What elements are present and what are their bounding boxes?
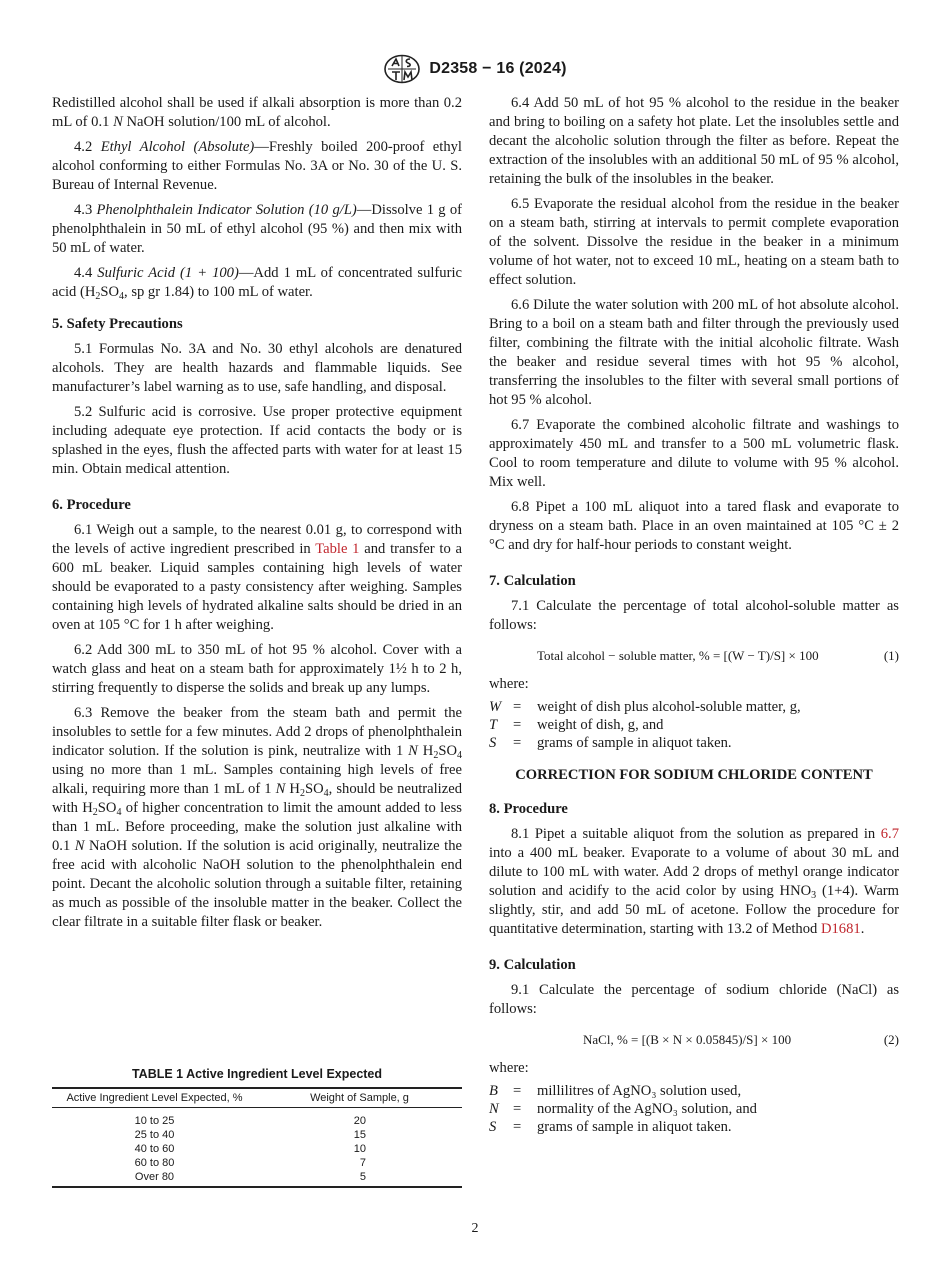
paragraph-6-6: 6.6 Dilute the water solution with 200 mL of hot absolute alcohol. Bring to a boil on a steam bath and filter through the previously used filter, combining the filtrate with the initial alcoholic filtrate. Wash the beaker and residue several times with hot 95 % alcohol, transferring the insolubles to the filter with several small portions of hot 95 % alcohol. [489, 297, 899, 408]
section-heading-7: 7. Calculation [489, 573, 576, 589]
where-label-2: where: [489, 1060, 529, 1076]
section-heading-9: 9. Calculation [489, 957, 576, 973]
paragraph-6-7: 6.7 Evaporate the combined alcoholic filtrate and washings to approximately 450 mL and transfer to a 500 mL volumetric flask. Cool to room temperature and dilute to volume with 95 % alcohol. Mix well. [489, 417, 899, 490]
variable-definition: S = grams of sample in aliquot taken. [489, 735, 732, 751]
variable-definition: S = grams of sample in aliquot taken. [489, 1119, 732, 1135]
variable-definition: N = normality of the AgNO₃ solution, and [489, 1101, 757, 1117]
d1681-link[interactable]: D1681 [820, 921, 861, 937]
equation-2 [489, 1025, 899, 1053]
variable-list-2 [489, 1082, 899, 1136]
table-row: 60 to 80 7 [134, 1157, 366, 1169]
right-column [489, 94, 899, 1142]
table-row: Over 80 5 [134, 1171, 366, 1183]
paragraph-6-3: 6.3 Remove the beaker from the steam bath and permit the insolubles to settle for a few minutes. Add 2 drops of phenolphthalein indicator solution. If the solution is pink, neutralize with 1 N $H_2SO_4$ using no more than 1 mL. Samples containing high levels of free alkali, requiring more than 1 mL of 1 N $H_2SO_4$, should be neutralized with $H_2SO_4$ of higher concentration to limit the amount added to less than 1 mL. Before proceeding, make the solution just alkaline with 0.1 N NaOH solution. If the solution is acid originally, neutralize the free acid with alcoholic NaOH solution to the phenolphthalein end point. Decant the alcoholic solution through a suitable filter, retaining as much as possible of the insoluble matter in the beaker. Collect the clear filtrate in a suitable filter flask or beaker. [52, 705, 462, 930]
table-row: 10 to 25 20 [134, 1115, 366, 1127]
paragraph-6-5: 6.5 Evaporate the residual alcohol from the residue in the beaker on a steam bath, stirring at intervals to permit complete evaporation of the solvent. Dissolve the residue in the beaker in a minimum volume of hot water, not to exceed 10 mL, heating on a steam bath to effect solution. [489, 196, 899, 288]
paragraph-9-1: 9.1 Calculate the percentage of sodium chloride (NaCl) as follows: [489, 982, 899, 1017]
variable-definition: W = weight of dish plus alcohol-soluble matter, g, [489, 699, 801, 715]
section-heading-8: 8. Procedure [489, 801, 568, 817]
paragraph-8-1: 8.1 Pipet a suitable aliquot from the solution as prepared in 6.7 into a 400 mL beaker. Evaporate to a volume of about 30 mL and dilute to 100 mL with water. Add 2 drops of methyl orange indicator solution and acidify to the acid color by using $HNO_3$ (1+4). Warm slightly, stir, and add 50 mL of acetone. Follow the procedure for quantitative determination, starting with 13.2 of Method D1681. [489, 826, 900, 937]
document-id: D2358 − 16 (2024) [429, 60, 567, 77]
section-heading-6: 6. Procedure [52, 497, 131, 513]
page-header [0, 54, 950, 84]
paragraph-4-3: 4.3 Phenolphthalein Indicator Solution (10 g/L)—Dissolve 1 g of phenolphthalein in 50 mL of ethyl alcohol (95 %) and then mix with 50 mL of water. [52, 202, 462, 256]
section-6-7-link[interactable]: 6.7 [880, 826, 899, 842]
table-1-link[interactable]: Table 1 [315, 541, 360, 557]
table-row: 40 to 60 10 [134, 1143, 366, 1155]
equation-2-expression: NaCl, % = [(B × N × 0.05845)/S] × 100 [583, 1032, 792, 1047]
paragraph-7-1: 7.1 Calculate the percentage of total alcohol-soluble matter as follows: [489, 598, 899, 633]
table-1-grid [52, 1087, 462, 1188]
table-1-title: TABLE 1 Active Ingredient Level Expected [131, 1067, 383, 1081]
left-column [52, 94, 462, 938]
table-header-level: Active Ingredient Level Expected, % [52, 1088, 257, 1108]
paragraph-4-2: 4.2 Ethyl Alcohol (Absolute)—Freshly boiled 200-proof ethyl alcohol conforming to either Formulas No. 3A or No. 30 of the U. S. Bureau of Internal Revenue. [52, 139, 462, 193]
page-number: 2 [471, 1221, 479, 1236]
equation-2-number: (2) [883, 1032, 899, 1047]
variable-definition: B = millilitres of AgNO₃ solution used, [489, 1083, 742, 1099]
table-row: 25 to 40 15 [134, 1129, 366, 1141]
paragraph-5-1: 5.1 Formulas No. 3A and No. 30 ethyl alcohols are denatured alcohols. They are health hazards and flammable liquids. See manufacturer’s label warning as to use, safe handling, and disposal. [52, 341, 462, 395]
equation-1-number: (1) [883, 648, 899, 663]
paragraph-4-4: 4.4 Sulfuric Acid (1 + 100)—Add 1 mL of concentrated sulfuric acid ($H_2SO_4$, sp gr 1.84) to 100 mL of water. [52, 265, 462, 302]
astm-logo-icon [383, 54, 421, 84]
where-label-1: where: [489, 676, 529, 692]
table-1 [52, 1067, 462, 1188]
paragraph-6-2: 6.2 Add 300 mL to 350 mL of hot 95 % alcohol. Cover with a watch glass and heat on a steam bath for approximately 1½ h to 2 h, stirring frequently to disperse the solids and break up any lumps. [52, 642, 462, 696]
variable-list-1 [489, 698, 899, 752]
table-header-weight: Weight of Sample, g [257, 1088, 462, 1108]
correction-heading: CORRECTION FOR SODIUM CHLORIDE CONTENT [515, 767, 873, 783]
paragraph-6-1: 6.1 Weigh out a sample, to the nearest 0.01 g, to correspond with the levels of active ingredient prescribed in Table 1 and transfer to a 600 mL beaker. Liquid samples containing high levels of water should be evaporated to a pasty consistency after weighing. Samples containing high levels of hydrated alkaline salts should be dried in an oven at 105 °C for 1 h after weighing. [52, 522, 462, 633]
paragraph-6-4: 6.4 Add 50 mL of hot 95 % alcohol to the residue in the beaker and bring to boiling on a safety hot plate. Let the insolubles settle and decant the alcoholic solution through the filter as before. Repeat the extraction of the insolubles with an additional 50 mL of 95 % alcohol, retaining the bulk of the insolubles in the beaker. [489, 95, 899, 187]
section-heading-5: 5. Safety Precautions [52, 316, 183, 332]
paragraph-5-2: 5.2 Sulfuric acid is corrosive. Use proper protective equipment including adequate eye protection. If acid contacts the body or is splashed in the eyes, flush the affected parts with water for at least 15 min. Obtain medical attention. [52, 404, 462, 477]
paragraph-continuation: Redistilled alcohol shall be used if alkali absorption is more than 0.2 mL of 0.1 N NaOH solution/100 mL of alcohol. [52, 95, 462, 130]
equation-1-expression: Total alcohol − soluble matter, % = [(W − T)/S] × 100 [537, 648, 819, 663]
paragraph-6-8: 6.8 Pipet a 100 mL aliquot into a tared flask and evaporate to dryness on a steam bath. Place in an oven maintained at 105 °C ± 2 °C and dry for half-hour periods to constant weight. [489, 499, 899, 553]
variable-definition: T = weight of dish, g, and [489, 717, 664, 733]
equation-1 [489, 641, 899, 669]
